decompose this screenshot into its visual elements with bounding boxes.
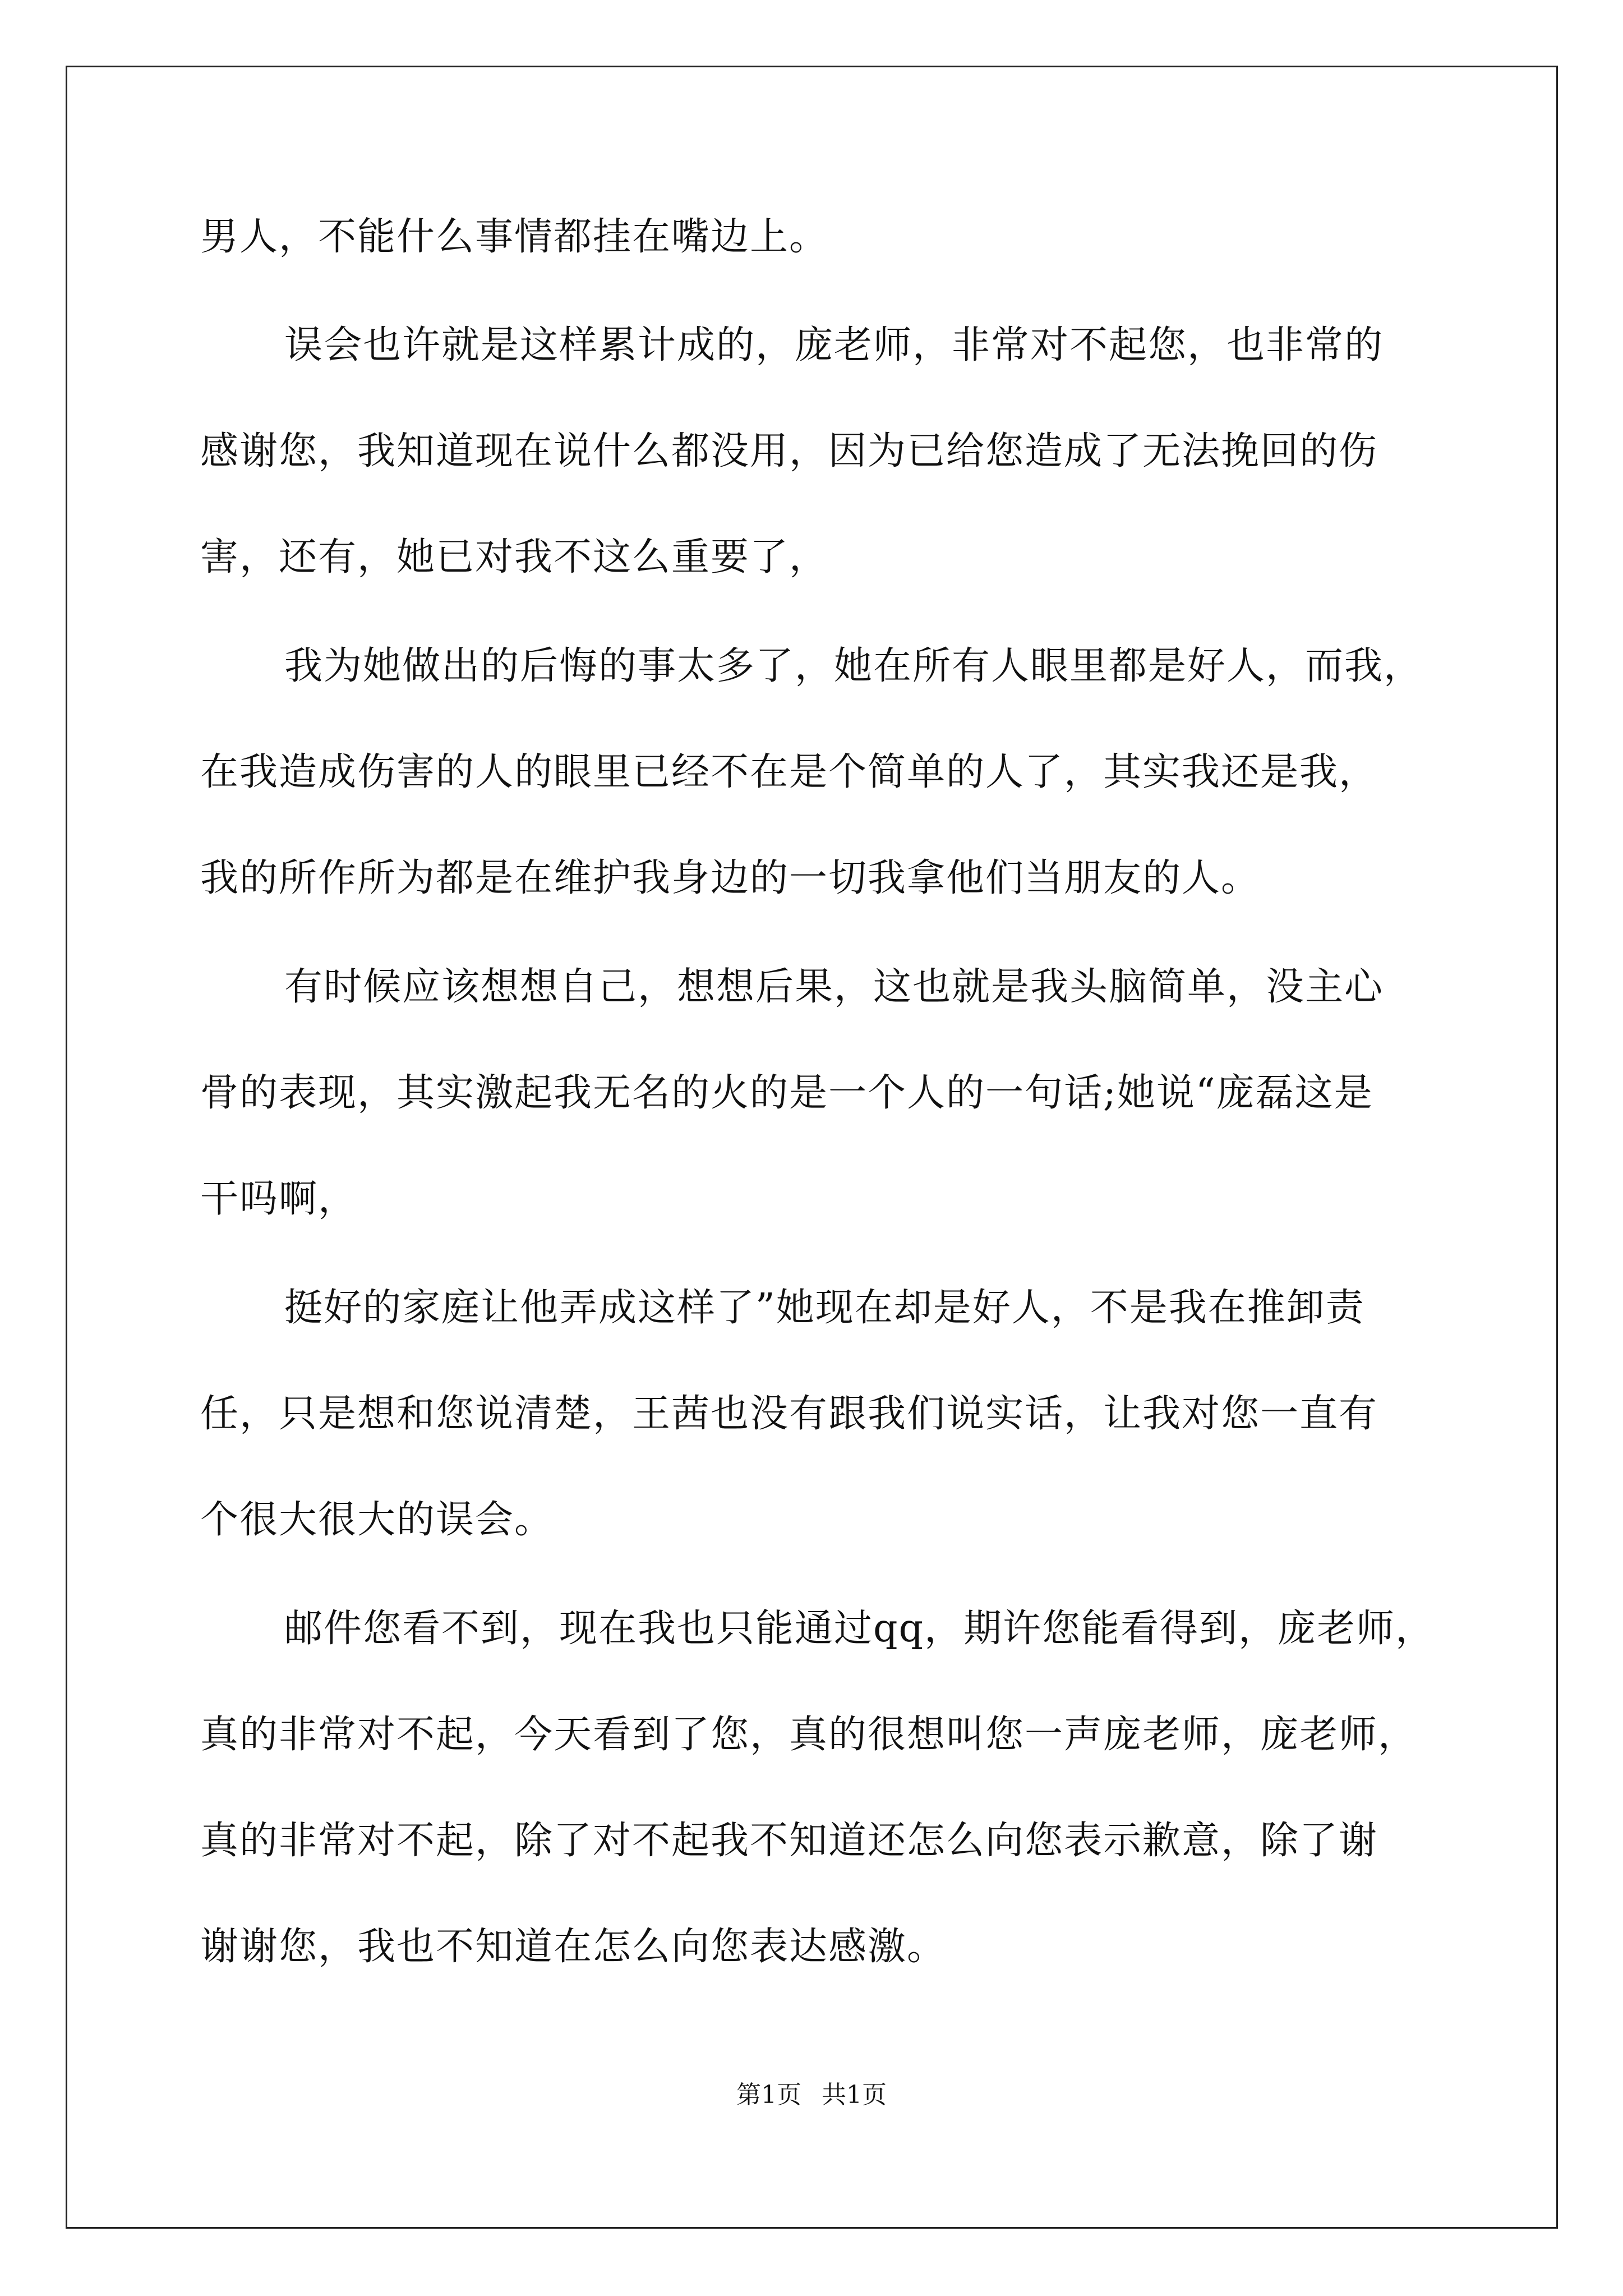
text-line: 骨的表现，其实激起我无名的火的是一个人的一句话;她说“庞磊这是 <box>200 1071 1373 1115</box>
text-line: 感谢您，我知道现在说什么都没用，因为已给您造成了无法挽回的伤 <box>200 429 1378 473</box>
text-line: 男人，不能什么事情都挂在嘴边上。 <box>200 215 829 259</box>
text-line: 害，还有，她已对我不这么重要了， <box>200 535 829 579</box>
page-frame <box>66 66 1558 2229</box>
text-line: 干吗啊， <box>200 1177 358 1221</box>
text-line: 谢谢您，我也不知道在怎么向您表达感激。 <box>200 1925 947 1969</box>
text-line: 任，只是想和您说清楚，王茜也没有跟我们说实话，让我对您一直有 <box>200 1392 1378 1436</box>
text-line: 我的所作所为都是在维护我身边的一切我拿他们当朋友的人。 <box>200 856 1261 900</box>
text-line: 真的非常对不起，除了对不起我不知道还怎么向您表示歉意，除了谢 <box>200 1819 1378 1863</box>
text-line: 邮件您看不到，现在我也只能通过qq，期许您能看得到，庞老师， <box>284 1607 1435 1651</box>
text-line: 在我造成伤害的人的眼里已经不在是个简单的人了，其实我还是我， <box>200 750 1378 794</box>
text-line: 有时候应该想想自己，想想后果，这也就是我头脑简单，没主心 <box>284 965 1384 1009</box>
text-line: 挺好的家庭让他弄成这样了”她现在却是好人，不是我在推卸责 <box>284 1286 1365 1330</box>
text-line: 真的非常对不起，今天看到了您，真的很想叫您一声庞老师，庞老师， <box>200 1713 1418 1757</box>
text-line: 我为她做出的后悔的事太多了，她在所有人眼里都是好人，而我， <box>284 644 1423 688</box>
page-footer <box>0 2078 1623 2112</box>
text-line: 误会也许就是这样累计成的，庞老师，非常对不起您，也非常的 <box>284 323 1384 367</box>
page-number-total: 共1页 <box>822 2081 887 2109</box>
text-line: 个很大很大的误会。 <box>200 1498 554 1542</box>
page-number-current: 第1页 <box>736 2081 801 2109</box>
